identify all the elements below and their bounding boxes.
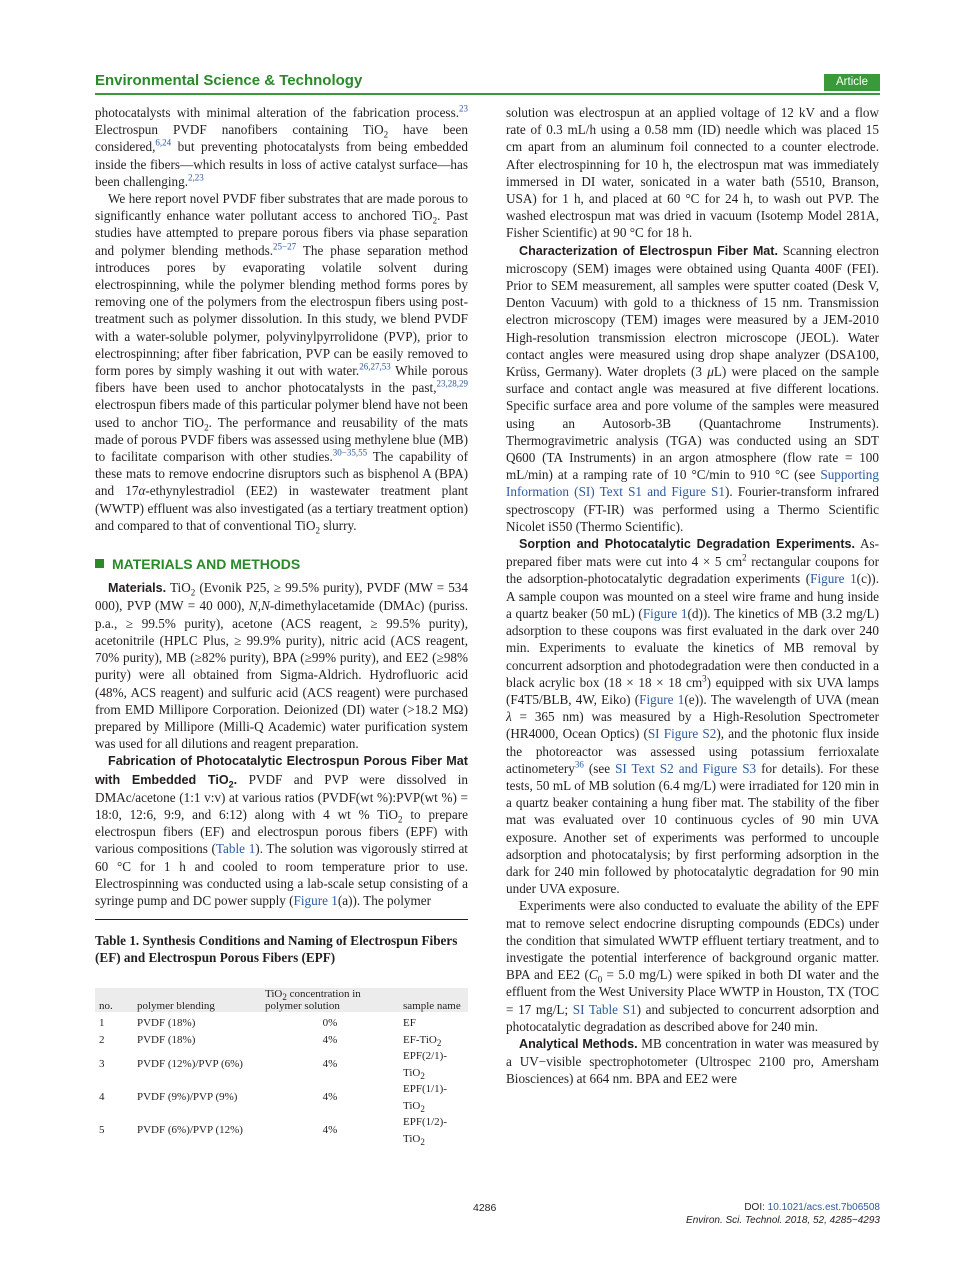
paragraph: Analytical Methods. MB concentration in water was measured by a UV−visible spectrophotometer (Ultrospec 2100 pro, Amersham Biosciences) at 664 nm. BPA and EE2 were bbox=[506, 1035, 879, 1087]
paragraph: Fabrication of Photocatalytic Electrospun Porous Fiber Mat with Embedded TiO$_2$. PVDF and PVP were dissolved in DMAc/acetone (1:1 v:v) at various ratios (PVDF(wt %):PVP(wt %) = 18:0, 12:6, 9:9, and 6:12) along with 4 wt % TiO$_2$ to prepare electrospun fibers (EF) and electrospun porous fibers (EPF) with various compositions (Table 1). The solution was vigorously stirred at 60 °C for 1 h and cooled to room temperature prior to use. Electrospinning was conducted using a lab-scale setup consisting of a syringe pump and DC power supply (Figure 1(a)). The polymer bbox=[95, 754, 468, 908]
header-rule bbox=[95, 93, 880, 95]
paragraph: solution was electrospun at an applied voltage of 12 kV and a flow rate of 0.3 mL/h using a 0.58 mm (ID) needle which was placed 15 cm apart from an aluminum foil connected to a counter electrode. After electrospinning for 10 h, the electrospun mat was immediately immersed in DI water, sonicated in a water bath (5510, Branson, USA) for 1 h, and placed at 60 °C for 24 h, to wash out PVP. The washed electrospun mat was dried in vacuum (Isotemp Model 281A, Fisher Scientific) at 90 °C for 18 h. bbox=[506, 105, 879, 241]
article-type-badge: Article bbox=[824, 74, 880, 91]
si-link[interactable]: SI Figure S2 bbox=[647, 726, 717, 742]
journal-title: Environmental Science & Technology bbox=[95, 72, 363, 89]
figure-link[interactable]: Figure 1 bbox=[639, 691, 685, 707]
section-square-icon bbox=[95, 559, 104, 568]
page-number: 4286 bbox=[473, 1202, 497, 1214]
journal-citation: Environ. Sci. Technol. 2018, 52, 4285−4293 bbox=[686, 1215, 880, 1226]
paragraph: Materials. TiO$_2$ (Evonik P25, ≥ 99.5% purity), PVDF (MW = 534 000), PVP (MW = 40 000), N,N-dimethylacetamide (DMAc) (puriss. p.a., ≥ 99.5% purity), acetone (ACS reagent, ≥ 99.5% purity), acetonitrile (HPLC Plus, ≥ 99.9% purity), nitric acid (ACS reagent, 70% purity), MB (≥82% purity), BPA (≥99% purity), and EE2 (≥98% purity) were all obtained from Sigma-Aldrich. Hydrofluoric acid (48%, ACS reagent) and sulfuric acid (ACS reagent) were purchased from EMD Millipore Corporation. Deionized (DI) water (>18.2 MΩ) prepared by Millipore (Milli-Q Academic) water purification system was used for all dilutions and reagent preparation. bbox=[95, 580, 468, 752]
table-row: 4 PVDF (9%)/PVP (9%) 4% EPF(1/1)-TiO$_2$ bbox=[99, 1083, 447, 1114]
column-header: no. bbox=[99, 1000, 113, 1013]
si-link[interactable]: SI Table S1 bbox=[572, 1001, 637, 1017]
run-in-heading: Materials. bbox=[108, 581, 167, 596]
paragraph: photocatalysts with minimal alteration of the fabrication process.$^{23}$ Electrospun PVDF nanofibers containing TiO$_2$ have been considered,$^{6,24}$ but preventing photocatalysts from being embedded inside the fibers—which results in loss of active catalyst surface—has been challenging.$^{2,23}$ bbox=[95, 103, 468, 189]
table-top-rule bbox=[95, 919, 468, 920]
column-header: polymer blending bbox=[137, 1000, 215, 1013]
si-link[interactable]: Supporting Information (SI) Text S1 and Figure S1 bbox=[506, 467, 879, 500]
section-heading: MATERIALS AND METHODS bbox=[95, 556, 468, 573]
figure-link[interactable]: Figure 1 bbox=[642, 605, 688, 621]
doi-link[interactable]: 10.1021/acs.est.7b06508 bbox=[767, 1202, 880, 1213]
paragraph: Experiments were also conducted to evaluate the ability of the EPF mat to remove select endocrine disrupting compounds (EDCs) under the condition that simulated WWTP effluent tertiary treatment, and to investigate the potential interference of background organic matter. BPA and EE2 ($C_0 = 5.0$ mg/L) were spiked in both DI water and the effluent from the West University Place WWTP in Houston, TX (TOC = 17 mg/L; SI Table S1) and subjected to concurrent adsorption and photocatalytic degradation as described above for 240 min. bbox=[506, 898, 879, 1034]
doi: DOI: 10.1021/acs.est.7b06508 bbox=[744, 1202, 880, 1213]
table-header-row bbox=[95, 988, 468, 1012]
table-row: 1 PVDF (18%) 0% EF bbox=[99, 1017, 416, 1030]
paragraph: We here report novel PVDF fiber substrates that are made porous to significantly enhance water pollutant access to anchored TiO$_2$. Past studies have attempted to prepare porous fibers via phase separation and polymer blending methods.$^{25-27}$ The phase separation method introduces pores by evaporating volatile solvent during electrospinning, while the polymer blending method forms pores by removing one of the polymers from the electrospun fibers using post-treatment such as polymer dissolution. In this study, we blend PVDF with a water-soluble polymer, polyvinylpyrrolidone (PVP), prior to electrospinning; after fiber fabrication, PVP can be easily removed to form pores by simply washing it out with water.$^{26,27,53}$ While porous fibers have been used to anchor photocatalysts in the past,$^{23,28,29}$ electrospun fibers made of this particular polymer blend have not been used to anchor TiO$_2$. The performance and reusability of the mats made of porous PVDF fibers was assessed using methylene blue (MB) to facilitate comparison with other studies.$^{30-35,55}$ The capability of these mats to remove endocrine disruptors such as bisphenol A (BPA) and 17α-ethynylestradiol (EE2) in wastewater treatment plant (WWTP) effluent was also investigated (as a tertiary treatment option) and compared to that of conventional TiO$_2$ slurry. bbox=[95, 191, 469, 536]
right-column bbox=[506, 104, 879, 1088]
table-caption: Table 1. Synthesis Conditions and Naming of Electrospun Fibers (EF) and Electrospun Porous Fibers (EPF) bbox=[95, 933, 458, 966]
run-in-heading: Analytical Methods. bbox=[519, 1036, 638, 1051]
column-header: TiO$_2$ concentration in polymer solution bbox=[265, 988, 361, 1013]
table-row: 3 PVDF (12%)/PVP (6%) 4% EPF(2/1)-TiO$_2$ bbox=[99, 1050, 447, 1081]
table-row: 2 PVDF (18%) 4% EF-TiO$_2$ bbox=[99, 1033, 442, 1048]
figure-link[interactable]: Figure 1 bbox=[810, 571, 857, 587]
table-1 bbox=[95, 988, 468, 1147]
run-in-heading: Sorption and Photocatalytic Degradation Experiments. bbox=[519, 537, 856, 552]
figure-link[interactable]: Figure 1 bbox=[293, 892, 338, 908]
run-in-heading: Fabrication of Photocatalytic Electrospun Porous Fiber Mat with Embedded TiO$_2$. bbox=[95, 754, 468, 790]
table-link[interactable]: Table 1 bbox=[215, 841, 256, 857]
paragraph: Sorption and Photocatalytic Degradation Experiments. As-prepared fiber mats were cut into 4 × 5 $cm^2$ rectangular coupons for the adsorption-photocatalytic degradation experiments (Figure 1(c)). A sample coupon was mounted on a steel wire frame and hung inside a quartz beaker (50 mL) (Figure 1(d)). The kinetics of MB (3.2 mg/L) adsorption to these coupons was first evaluated in the dark over 240 min. Experiments to evaluate the kinetics of MB removal by concurrent adsorption and photodegradation were then conducted in a black acrylic box (18 × 18 × 18 $cm^3$) equipped with six UVA lamps (F4T5/BLB, 4W, Eiko) (Figure 1(e)). The wavelength of UVA (mean λ = 365 nm) was measured by a High-Resolution Spectrometer (HR4000, Ocean Optics) (SI Figure S2), and the photonic flux inside the photoreactor was assessed using potassium ferrioxalate actinometery$^{36}$ (see SI Text S2 and Figure S3 for details). For these tests, 50 mL of MB solution (6.4 mg/L) were irradiated for 120 min in a quartz beaker containing a hung fiber mat. The stability of the fiber mat was evaluated over 10 continuous cycles of 90 min UVA exposure. Another set of experiments was performed to uncouple adsorption and photocatalysis; by first performing adsorption in the dark for 240 min followed by photocatalytic degradation for 90 min under UVA exposure. bbox=[506, 536, 880, 897]
run-in-heading: Characterization of Electrospun Fiber Mat. bbox=[519, 243, 779, 258]
left-column bbox=[95, 104, 468, 1147]
column-header: sample name bbox=[403, 1000, 461, 1013]
si-link[interactable]: SI Text S2 and Figure S3 bbox=[615, 760, 757, 776]
paragraph: Characterization of Electrospun Fiber Mat. Scanning electron microscopy (SEM) images were obtained using Quanta 400F (FEI). Prior to SEM measurement, all samples were sputter coated (Desk V, Denton Vacuum) with gold to a thickness of 15 nm. Transmission electron microscopy (TEM) images were measured by a JEM-2010 High-resolution transmission electron microscope (JEOL). Water contact angles were measured using drop shape analyzer (DSA100, Krüss, Germany). Water droplets (3 μL) were placed on the sample surface and contact angle was measured at five different locations. Specific surface area and pore volume of the samples were measured using an Autosorb-3B (Quantachrome Instruments). Thermogravimetric analysis (TGA) was conducted using an SDT Q600 (TA Instruments) in an argon atmosphere (flow rate = 100 mL/min) at a ramping rate of 10 °C/min to 910 °C (see Supporting Information (SI) Text S1 and Figure S1). Fourier-transform infrared spectroscopy (FT-IR) was performed using a Thermo Scientific Nicolet iS50 (Thermo Scientific). bbox=[506, 242, 879, 534]
table-row: 5 PVDF (6%)/PVP (12%) 4% EPF(1/2)-TiO$_2$ bbox=[99, 1116, 447, 1147]
